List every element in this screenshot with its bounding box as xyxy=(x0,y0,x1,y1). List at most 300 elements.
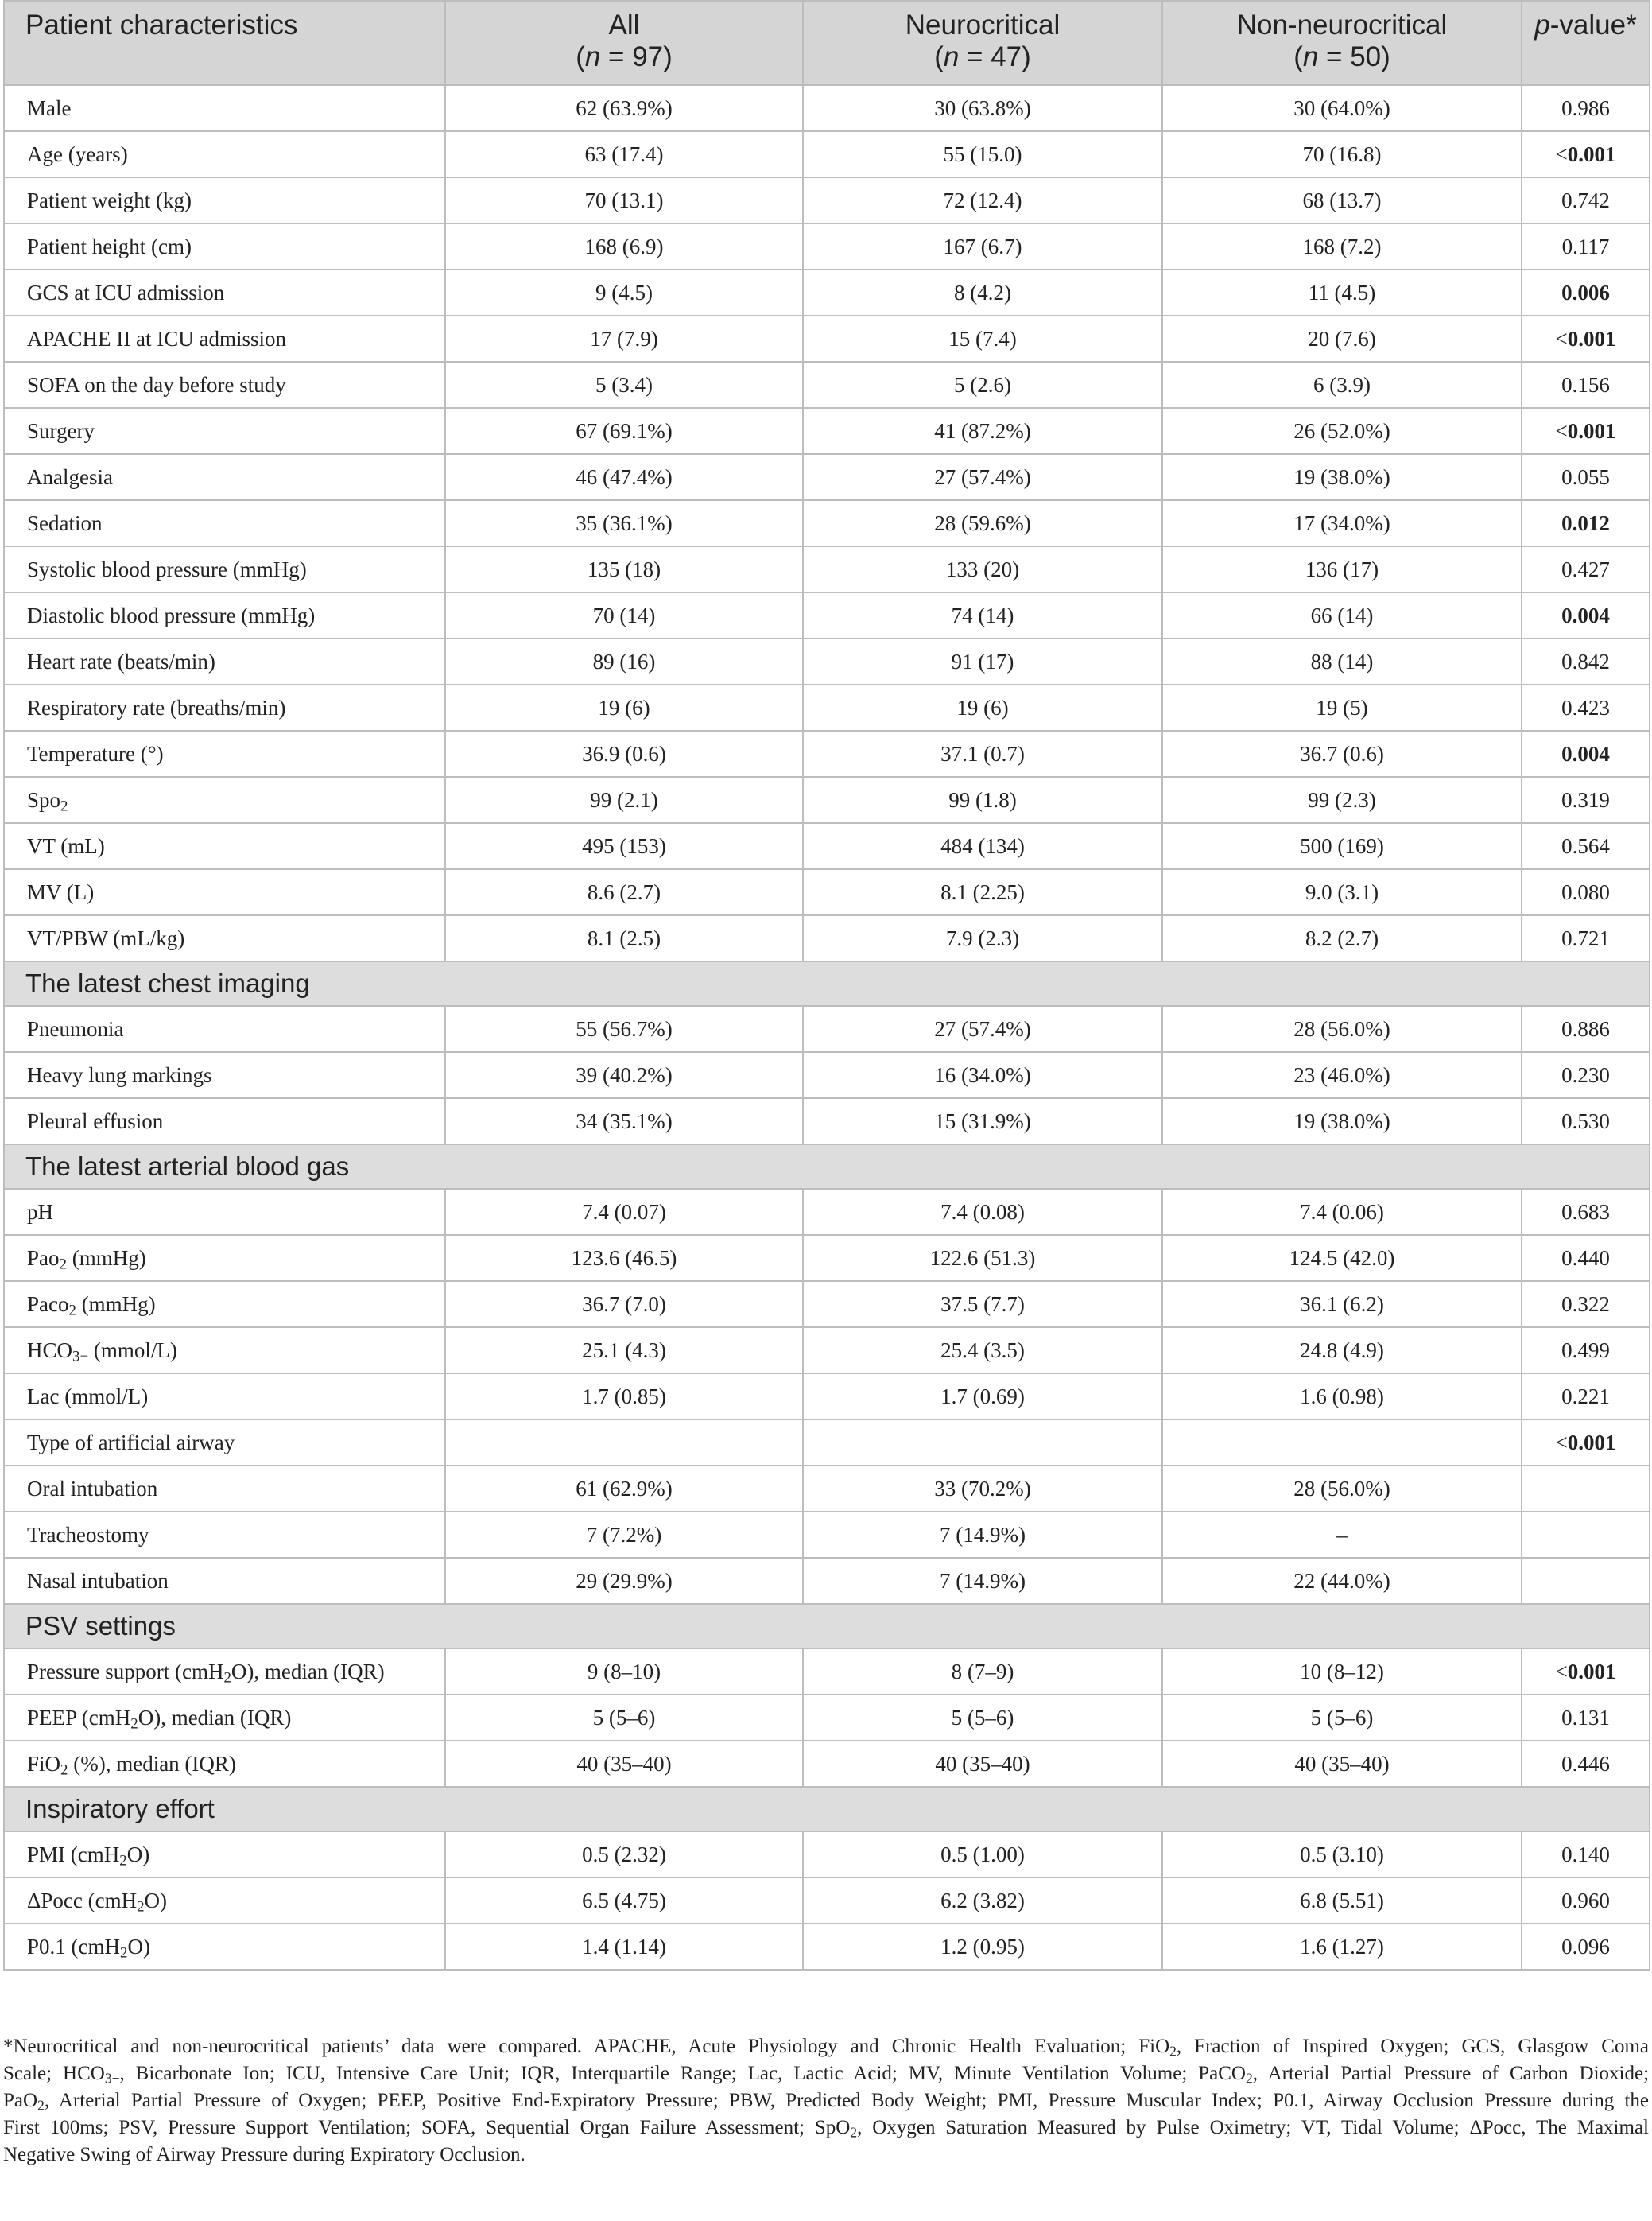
cell-neurocritical-value: 41 (87.2%) xyxy=(934,418,1031,443)
cell-non-neurocritical-value: 40 (35–40) xyxy=(1294,1751,1390,1776)
table-row xyxy=(4,1924,1650,1970)
row-label xyxy=(4,592,445,639)
table-row xyxy=(4,1419,1650,1466)
cell-neurocritical-value: 55 (15.0) xyxy=(943,142,1022,166)
footnote-subscript: 2 xyxy=(1169,2043,1177,2060)
cell-all xyxy=(445,869,803,915)
row-label xyxy=(4,85,445,131)
cell-non-neurocritical-value: 5 (5–6) xyxy=(1310,1705,1374,1730)
p-value: 0.446 xyxy=(1561,1751,1610,1776)
cell-neurocritical-value: 8 (4.2) xyxy=(954,280,1011,305)
cell-all-value: 61 (62.9%) xyxy=(576,1476,673,1501)
footnote-line-4 xyxy=(3,2114,1649,2141)
cell-neurocritical-value: 8 (7–9) xyxy=(951,1659,1014,1683)
cell-all xyxy=(445,1877,803,1924)
row-label-text: MV (L) xyxy=(27,879,95,904)
cell-all-value: 7.4 (0.07) xyxy=(582,1199,666,1224)
cell-p-value xyxy=(1522,1648,1650,1695)
row-label-text: PMI (cmH xyxy=(27,1842,120,1866)
p-value: 0.530 xyxy=(1561,1109,1610,1133)
p-value-prefix: < xyxy=(1555,418,1568,443)
cell-non-neurocritical-value: 136 (17) xyxy=(1305,557,1379,581)
cell-neurocritical-value: 6.2 (3.82) xyxy=(940,1888,1025,1912)
table-row xyxy=(4,1558,1650,1604)
cell-non-neurocritical xyxy=(1162,1373,1522,1419)
row-label xyxy=(4,1558,445,1604)
cell-non-neurocritical-value: 0.5 (3.10) xyxy=(1300,1842,1384,1866)
section-row xyxy=(4,1604,1650,1648)
cell-all xyxy=(445,639,803,685)
header-neurocritical-n-symbol: n xyxy=(943,41,960,72)
p-value: 0.001 xyxy=(1567,1430,1616,1454)
cell-all-value: 8.6 (2.7) xyxy=(587,879,661,904)
cell-p-value xyxy=(1522,1924,1650,1970)
row-label xyxy=(4,731,445,777)
row-label-text: Lac (mmol/L) xyxy=(27,1384,149,1408)
row-label-text: HCO xyxy=(27,1338,73,1362)
cell-non-neurocritical-value: 19 (38.0%) xyxy=(1293,1109,1390,1133)
p-value: 0.004 xyxy=(1561,603,1610,627)
cell-non-neurocritical xyxy=(1162,362,1522,408)
cell-neurocritical-value: 28 (59.6%) xyxy=(934,511,1031,535)
row-label-subscript: 2 xyxy=(60,798,68,815)
footnote-text: First 100ms; PSV, Pressure Support Ventilation; SOFA, Sequential Organ Failure Assessment; SpO xyxy=(3,2117,851,2138)
cell-non-neurocritical xyxy=(1162,823,1522,869)
cell-neurocritical-value: 37.1 (0.7) xyxy=(940,741,1025,766)
row-label xyxy=(4,546,445,592)
table-row xyxy=(4,1281,1650,1327)
cell-p-value xyxy=(1522,1558,1650,1604)
cell-neurocritical xyxy=(803,1419,1162,1466)
row-label-text: Pneumonia xyxy=(27,1016,124,1041)
cell-non-neurocritical-value: 8.2 (2.7) xyxy=(1305,926,1379,950)
table-footnote xyxy=(3,2033,1649,2169)
cell-neurocritical-value: 91 (17) xyxy=(951,649,1014,674)
cell-p-value xyxy=(1522,1052,1650,1098)
cell-p-value xyxy=(1522,177,1650,223)
cell-all xyxy=(445,777,803,823)
row-label-text: GCS at ICU admission xyxy=(27,280,225,305)
header-neurocritical xyxy=(803,1,1162,85)
p-value-prefix: < xyxy=(1555,1659,1568,1683)
table-row xyxy=(4,685,1650,731)
header-p-symbol: p xyxy=(1534,10,1550,41)
p-value: 0.423 xyxy=(1561,695,1610,720)
row-label-text: Pleural effusion xyxy=(27,1109,164,1133)
p-value: 0.156 xyxy=(1561,372,1610,397)
cell-neurocritical xyxy=(803,1648,1162,1695)
cell-neurocritical xyxy=(803,500,1162,546)
cell-all xyxy=(445,1831,803,1877)
row-label xyxy=(4,1512,445,1558)
row-label xyxy=(4,685,445,731)
footnote-line-1 xyxy=(3,2033,1649,2060)
p-value: 0.096 xyxy=(1561,1934,1610,1959)
table-row xyxy=(4,1006,1650,1052)
cell-neurocritical-value: 25.4 (3.5) xyxy=(940,1338,1025,1362)
p-value: 0.006 xyxy=(1561,280,1610,305)
cell-non-neurocritical xyxy=(1162,1512,1522,1558)
cell-p-value xyxy=(1522,1235,1650,1281)
cell-p-value xyxy=(1522,223,1650,270)
row-label xyxy=(4,1373,445,1419)
row-label-text: Tracheostomy xyxy=(27,1522,149,1547)
cell-all xyxy=(445,223,803,270)
row-label-text: FiO xyxy=(27,1751,61,1776)
cell-all-value: 39 (40.2%) xyxy=(576,1062,673,1087)
cell-non-neurocritical-value: 7.4 (0.06) xyxy=(1300,1199,1384,1224)
cell-non-neurocritical-value: 9.0 (3.1) xyxy=(1305,879,1379,904)
row-label-text: Spo xyxy=(27,787,61,812)
p-value: 0.886 xyxy=(1561,1016,1610,1041)
cell-all xyxy=(445,1006,803,1052)
cell-non-neurocritical-value: 30 (64.0%) xyxy=(1293,95,1390,120)
p-value: 0.322 xyxy=(1561,1291,1610,1316)
cell-p-value xyxy=(1522,1098,1650,1144)
cell-p-value xyxy=(1522,1831,1650,1877)
table-row xyxy=(4,408,1650,454)
row-label xyxy=(4,1006,445,1052)
cell-all xyxy=(445,1924,803,1970)
table-row xyxy=(4,1831,1650,1877)
cell-neurocritical xyxy=(803,1327,1162,1373)
cell-neurocritical xyxy=(803,1098,1162,1144)
row-label-text: Systolic blood pressure (mmHg) xyxy=(27,557,307,581)
cell-non-neurocritical xyxy=(1162,639,1522,685)
section-heading xyxy=(4,1144,1650,1189)
cell-non-neurocritical xyxy=(1162,1006,1522,1052)
row-label-text: APACHE II at ICU admission xyxy=(27,326,287,351)
table-header xyxy=(4,1,1650,85)
row-label xyxy=(4,223,445,270)
header-characteristics xyxy=(4,1,445,85)
row-label-text: Sedation xyxy=(27,511,103,535)
table-row xyxy=(4,500,1650,546)
cell-neurocritical-value: 40 (35–40) xyxy=(935,1751,1030,1776)
cell-all-value: 67 (69.1%) xyxy=(576,418,673,443)
section-heading xyxy=(4,961,1650,1006)
cell-neurocritical-value: 133 (20) xyxy=(945,557,1020,581)
row-label-text: Surgery xyxy=(27,418,95,443)
cell-non-neurocritical xyxy=(1162,1924,1522,1970)
p-value: 0.230 xyxy=(1561,1062,1610,1087)
cell-neurocritical-value: 7.4 (0.08) xyxy=(940,1199,1025,1224)
footnote-line-5 xyxy=(3,2141,1649,2169)
p-value: 0.960 xyxy=(1561,1888,1610,1912)
cell-all xyxy=(445,177,803,223)
cell-all xyxy=(445,685,803,731)
cell-all-value: 46 (47.4%) xyxy=(576,464,673,489)
cell-all-value: 29 (29.9%) xyxy=(576,1568,673,1593)
cell-neurocritical xyxy=(803,1235,1162,1281)
row-label-text: VT (mL) xyxy=(27,833,105,858)
footnote-text: *Neurocritical and non-neurocritical patients’ data were compared. APACHE, Acute Physiology and Chronic Health Evaluation; FiO xyxy=(3,2036,1170,2057)
cell-all xyxy=(445,1052,803,1098)
row-label xyxy=(4,1052,445,1098)
row-label-text: Heart rate (beats/min) xyxy=(27,649,215,674)
table-row xyxy=(4,777,1650,823)
row-label-subscript: 2 xyxy=(120,1944,128,1962)
row-label-text: ΔPocc (cmH xyxy=(27,1888,138,1912)
row-label-text-after: (%), median (IQR) xyxy=(68,1751,236,1776)
header-all-n-symbol: n xyxy=(584,41,601,72)
p-value: 0.427 xyxy=(1561,557,1610,581)
cell-neurocritical xyxy=(803,316,1162,362)
row-label xyxy=(4,1235,445,1281)
row-label-text-after: O) xyxy=(126,1842,150,1866)
cell-all xyxy=(445,85,803,131)
p-value: 0.055 xyxy=(1561,464,1610,489)
cell-non-neurocritical-value: 500 (169) xyxy=(1300,833,1384,858)
cell-non-neurocritical-value: 28 (56.0%) xyxy=(1293,1016,1390,1041)
row-label xyxy=(4,1831,445,1877)
table-row xyxy=(4,592,1650,639)
footnote-line-3 xyxy=(3,2087,1649,2114)
cell-non-neurocritical-value: 20 (7.6) xyxy=(1308,326,1376,351)
cell-neurocritical xyxy=(803,592,1162,639)
row-label-subscript: 2 xyxy=(68,1302,76,1319)
cell-non-neurocritical-value: 6 (3.9) xyxy=(1313,372,1371,397)
cell-all-value: 5 (3.4) xyxy=(595,372,653,397)
cell-neurocritical-value: 1.7 (0.69) xyxy=(940,1384,1025,1408)
cell-neurocritical-value: 7 (14.9%) xyxy=(940,1522,1026,1547)
cell-neurocritical-value: 5 (2.6) xyxy=(954,372,1011,397)
row-label xyxy=(4,1281,445,1327)
cell-neurocritical-value: 19 (6) xyxy=(956,695,1009,720)
cell-p-value xyxy=(1522,1419,1650,1466)
footnote-text: , Arterial Partial Pressure of Oxygen; PEEP, Positive End-Expiratory Pressure; PBW, Predicted Body Weight; PMI, Pressure Muscular Index; P0.1, Airway Occlusion Pressure during the xyxy=(44,2090,1649,2111)
row-label-text: Analgesia xyxy=(27,464,113,489)
cell-all xyxy=(445,454,803,500)
cell-p-value xyxy=(1522,454,1650,500)
section-heading xyxy=(4,1787,1650,1831)
cell-non-neurocritical xyxy=(1162,316,1522,362)
row-label xyxy=(4,1327,445,1373)
table-row xyxy=(4,362,1650,408)
p-value: 0.842 xyxy=(1561,649,1610,674)
row-label-text: Patient height (cm) xyxy=(27,234,192,258)
cell-non-neurocritical-value: 19 (38.0%) xyxy=(1293,464,1390,489)
cell-neurocritical xyxy=(803,685,1162,731)
cell-all xyxy=(445,1558,803,1604)
table-row xyxy=(4,731,1650,777)
cell-neurocritical-value: 15 (31.9%) xyxy=(934,1109,1031,1133)
cell-p-value xyxy=(1522,731,1650,777)
table-row xyxy=(4,915,1650,961)
cell-neurocritical xyxy=(803,454,1162,500)
cell-all xyxy=(445,270,803,316)
cell-neurocritical xyxy=(803,1831,1162,1877)
cell-non-neurocritical-value: 11 (4.5) xyxy=(1308,280,1376,305)
p-value: 0.001 xyxy=(1567,418,1616,443)
cell-all xyxy=(445,546,803,592)
row-label-text-after: (mmHg) xyxy=(76,1291,156,1316)
row-label xyxy=(4,1189,445,1235)
row-label xyxy=(4,1648,445,1695)
p-value: 0.683 xyxy=(1561,1199,1610,1224)
cell-p-value xyxy=(1522,1327,1650,1373)
cell-all xyxy=(445,592,803,639)
cell-neurocritical xyxy=(803,1189,1162,1235)
p-value: 0.440 xyxy=(1561,1245,1610,1270)
header-neurocritical-n-value: = 47) xyxy=(959,41,1031,72)
cell-all-value: 8.1 (2.5) xyxy=(587,926,661,950)
cell-p-value xyxy=(1522,131,1650,177)
cell-non-neurocritical xyxy=(1162,454,1522,500)
row-label xyxy=(4,1098,445,1144)
cell-non-neurocritical-value: 36.7 (0.6) xyxy=(1300,741,1384,766)
cell-non-neurocritical-value: 1.6 (1.27) xyxy=(1300,1934,1384,1959)
footnote-subscript: 2 xyxy=(850,2124,858,2141)
table-row xyxy=(4,823,1650,869)
cell-non-neurocritical xyxy=(1162,1235,1522,1281)
cell-neurocritical-value: 167 (6.7) xyxy=(943,234,1022,258)
header-row xyxy=(4,1,1650,85)
row-label-subscript: 2 xyxy=(59,1256,67,1273)
cell-non-neurocritical-value: – xyxy=(1336,1522,1348,1547)
row-label-text: Age (years) xyxy=(27,142,128,166)
cell-p-value xyxy=(1522,1006,1650,1052)
cell-all xyxy=(445,1419,803,1466)
cell-neurocritical xyxy=(803,869,1162,915)
row-label xyxy=(4,639,445,685)
cell-neurocritical-value: 15 (7.4) xyxy=(948,326,1017,351)
footnote-text: PaO xyxy=(3,2090,38,2111)
cell-neurocritical-value: 99 (1.8) xyxy=(948,787,1017,812)
cell-non-neurocritical-value: 19 (5) xyxy=(1316,695,1368,720)
cell-p-value xyxy=(1522,1512,1650,1558)
row-label-text: Heavy lung markings xyxy=(27,1062,212,1087)
cell-neurocritical xyxy=(803,777,1162,823)
cell-all-value: 62 (63.9%) xyxy=(576,95,673,120)
cell-neurocritical-value: 7 (14.9%) xyxy=(940,1568,1026,1593)
cell-non-neurocritical-value: 70 (16.8) xyxy=(1302,142,1382,166)
cell-all xyxy=(445,1466,803,1512)
cell-neurocritical-value: 37.5 (7.7) xyxy=(940,1291,1025,1316)
cell-p-value xyxy=(1522,823,1650,869)
cell-all xyxy=(445,1235,803,1281)
cell-all-value: 63 (17.4) xyxy=(584,142,664,166)
cell-all-value: 168 (6.9) xyxy=(584,234,664,258)
section-heading-text: Inspiratory effort xyxy=(25,1794,215,1823)
cell-neurocritical-value: 30 (63.8%) xyxy=(934,95,1031,120)
cell-neurocritical xyxy=(803,915,1162,961)
row-label-text-after: (mmol/L) xyxy=(88,1338,177,1362)
cell-non-neurocritical xyxy=(1162,592,1522,639)
cell-neurocritical xyxy=(803,1466,1162,1512)
row-label-text: Nasal intubation xyxy=(27,1568,169,1593)
cell-all xyxy=(445,1512,803,1558)
row-label-text: SOFA on the day before study xyxy=(27,372,286,397)
cell-all-value: 1.7 (0.85) xyxy=(582,1384,666,1408)
p-value: 0.001 xyxy=(1567,1659,1616,1683)
cell-all-value: 19 (6) xyxy=(598,695,650,720)
row-label xyxy=(4,915,445,961)
cell-all-value: 70 (13.1) xyxy=(584,188,664,212)
cell-all xyxy=(445,408,803,454)
p-value: 0.080 xyxy=(1561,879,1610,904)
section-heading-text: PSV settings xyxy=(25,1611,176,1641)
p-value: 0.004 xyxy=(1561,741,1610,766)
section-row xyxy=(4,1787,1650,1831)
table-row xyxy=(4,1189,1650,1235)
header-all-n: (n = 97) xyxy=(576,41,673,72)
row-label-text: pH xyxy=(27,1199,53,1224)
table-row xyxy=(4,1327,1650,1373)
cell-non-neurocritical xyxy=(1162,1098,1522,1144)
cell-all xyxy=(445,915,803,961)
table-row xyxy=(4,546,1650,592)
cell-non-neurocritical-value: 88 (14) xyxy=(1310,649,1374,674)
section-heading-text: The latest chest imaging xyxy=(25,969,310,998)
row-label xyxy=(4,1419,445,1466)
cell-neurocritical xyxy=(803,1512,1162,1558)
cell-neurocritical-value: 0.5 (1.00) xyxy=(940,1842,1025,1866)
row-label xyxy=(4,454,445,500)
row-label xyxy=(4,1877,445,1924)
cell-p-value xyxy=(1522,1466,1650,1512)
p-value: 0.564 xyxy=(1561,833,1610,858)
cell-neurocritical-value: 33 (70.2%) xyxy=(934,1476,1031,1501)
footnote-line-2 xyxy=(3,2060,1649,2087)
header-p-rest: -value* xyxy=(1549,10,1637,41)
cell-non-neurocritical-value: 36.1 (6.2) xyxy=(1300,1291,1384,1316)
cell-all xyxy=(445,362,803,408)
cell-all xyxy=(445,1281,803,1327)
p-value: 0.131 xyxy=(1561,1705,1610,1730)
cell-neurocritical xyxy=(803,823,1162,869)
p-value: 0.001 xyxy=(1567,326,1616,351)
cell-non-neurocritical-value: 6.8 (5.51) xyxy=(1300,1888,1384,1912)
row-label-subscript: 3− xyxy=(72,1348,89,1365)
row-label-text: VT/PBW (mL/kg) xyxy=(27,926,185,950)
cell-non-neurocritical-value: 17 (34.0%) xyxy=(1293,511,1390,535)
row-label-subscript: 2 xyxy=(119,1852,127,1870)
cell-neurocritical xyxy=(803,177,1162,223)
cell-neurocritical xyxy=(803,270,1162,316)
table-row xyxy=(4,1741,1650,1787)
row-label xyxy=(4,823,445,869)
cell-p-value xyxy=(1522,546,1650,592)
row-label-text: Patient weight (kg) xyxy=(27,188,192,212)
cell-non-neurocritical xyxy=(1162,1877,1522,1924)
table-row xyxy=(4,316,1650,362)
cell-neurocritical xyxy=(803,1558,1162,1604)
cell-p-value xyxy=(1522,869,1650,915)
cell-p-value xyxy=(1522,270,1650,316)
cell-all-value: 5 (5–6) xyxy=(592,1705,656,1730)
cell-neurocritical-value: 5 (5–6) xyxy=(951,1705,1014,1730)
cell-non-neurocritical xyxy=(1162,85,1522,131)
row-label xyxy=(4,177,445,223)
table-row xyxy=(4,1373,1650,1419)
cell-neurocritical-value: 16 (34.0%) xyxy=(934,1062,1031,1087)
p-value-prefix: < xyxy=(1555,1430,1568,1454)
cell-non-neurocritical xyxy=(1162,1189,1522,1235)
cell-non-neurocritical xyxy=(1162,1741,1522,1787)
row-label-text: Temperature (°) xyxy=(27,741,164,766)
footnote-text: Scale; HCO xyxy=(3,2063,105,2084)
table-row xyxy=(4,1098,1650,1144)
p-value: 0.986 xyxy=(1561,95,1610,120)
cell-p-value xyxy=(1522,1741,1650,1787)
row-label xyxy=(4,316,445,362)
cell-all xyxy=(445,731,803,777)
cell-neurocritical xyxy=(803,639,1162,685)
cell-neurocritical xyxy=(803,223,1162,270)
row-label-text-after: O), median (IQR) xyxy=(138,1705,292,1730)
cell-neurocritical-value: 8.1 (2.25) xyxy=(940,879,1025,904)
